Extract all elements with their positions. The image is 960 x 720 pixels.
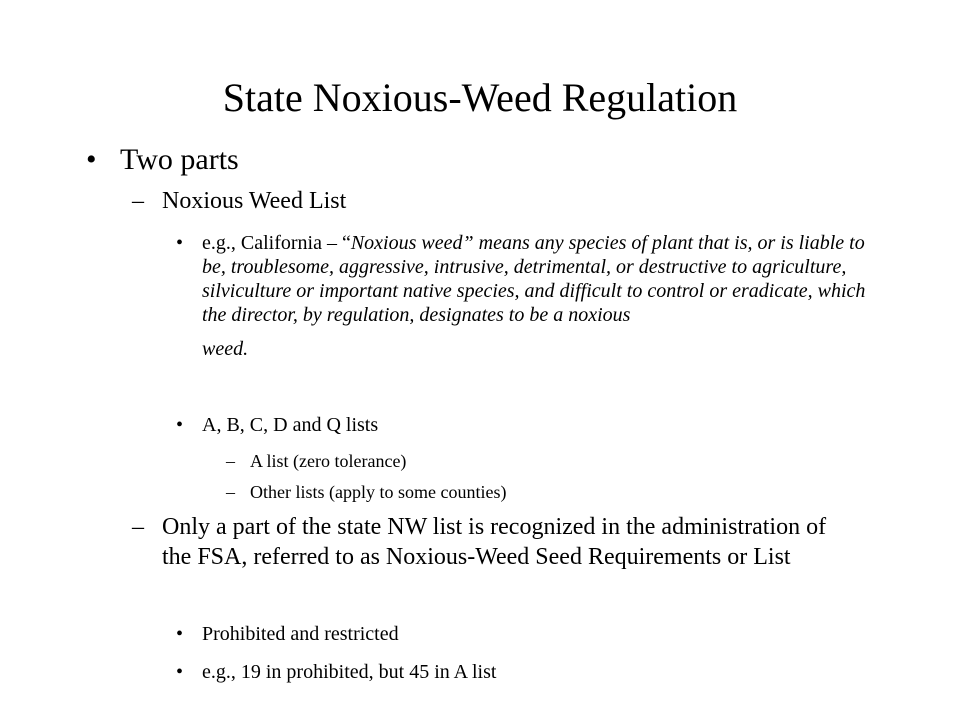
bullet-marker: • bbox=[176, 661, 184, 683]
bullet-marker: • bbox=[176, 414, 184, 436]
bullet-text: A, B, C, D and Q lists bbox=[202, 414, 379, 436]
bullet-abcdq-lists bbox=[176, 413, 378, 437]
definition-body: means any species of plant that is, or is liable to be, troublesome, aggressive, intrusive, detrimental, or destructive to agriculture, silviculture or important native species, and difficult to control or eradicate, which the director, by regulation, designates to be a noxious bbox=[202, 232, 866, 326]
bullet-text: Prohibited and restricted bbox=[202, 623, 399, 645]
dash-marker: – bbox=[132, 188, 144, 214]
subitem-text: Only a part of the state NW list is recognized in the administration of the FSA, referred to as Noxious-Weed Seed Requirements or List bbox=[162, 514, 827, 570]
subitem-fsa-recognized bbox=[132, 512, 832, 572]
bullet-marker: • bbox=[86, 143, 97, 176]
bullet-counts-example bbox=[176, 660, 496, 684]
bullet-prohibited-restricted bbox=[176, 622, 399, 646]
bullet-marker: • bbox=[176, 623, 184, 645]
definition-prefix: e.g., California – “ bbox=[202, 232, 351, 254]
subitem-a-list bbox=[226, 450, 406, 472]
california-definition-text bbox=[202, 231, 886, 361]
bullet-text: e.g., 19 in prohibited, but 45 in A list bbox=[202, 661, 497, 683]
bullet-two-parts bbox=[86, 140, 239, 180]
dash-marker: – bbox=[226, 482, 235, 502]
bullet-california-definition bbox=[176, 231, 886, 361]
subitem-text: Other lists (apply to some counties) bbox=[250, 482, 507, 502]
subitem-noxious-weed-list bbox=[132, 186, 346, 216]
subitem-text: Noxious Weed List bbox=[162, 188, 347, 214]
slide-title: State Noxious-Weed Regulation bbox=[222, 75, 738, 120]
definition-term: Noxious weed bbox=[350, 232, 463, 254]
subitem-other-lists bbox=[226, 481, 506, 503]
bullet-marker: • bbox=[176, 232, 184, 254]
definition-quote-close: ” bbox=[462, 232, 474, 254]
subitem-text: A list (zero tolerance) bbox=[250, 451, 407, 471]
dash-marker: – bbox=[132, 514, 144, 540]
dash-marker: – bbox=[226, 451, 235, 471]
bullet-text: Two parts bbox=[120, 143, 239, 176]
definition-last-word: weed. bbox=[202, 338, 249, 360]
